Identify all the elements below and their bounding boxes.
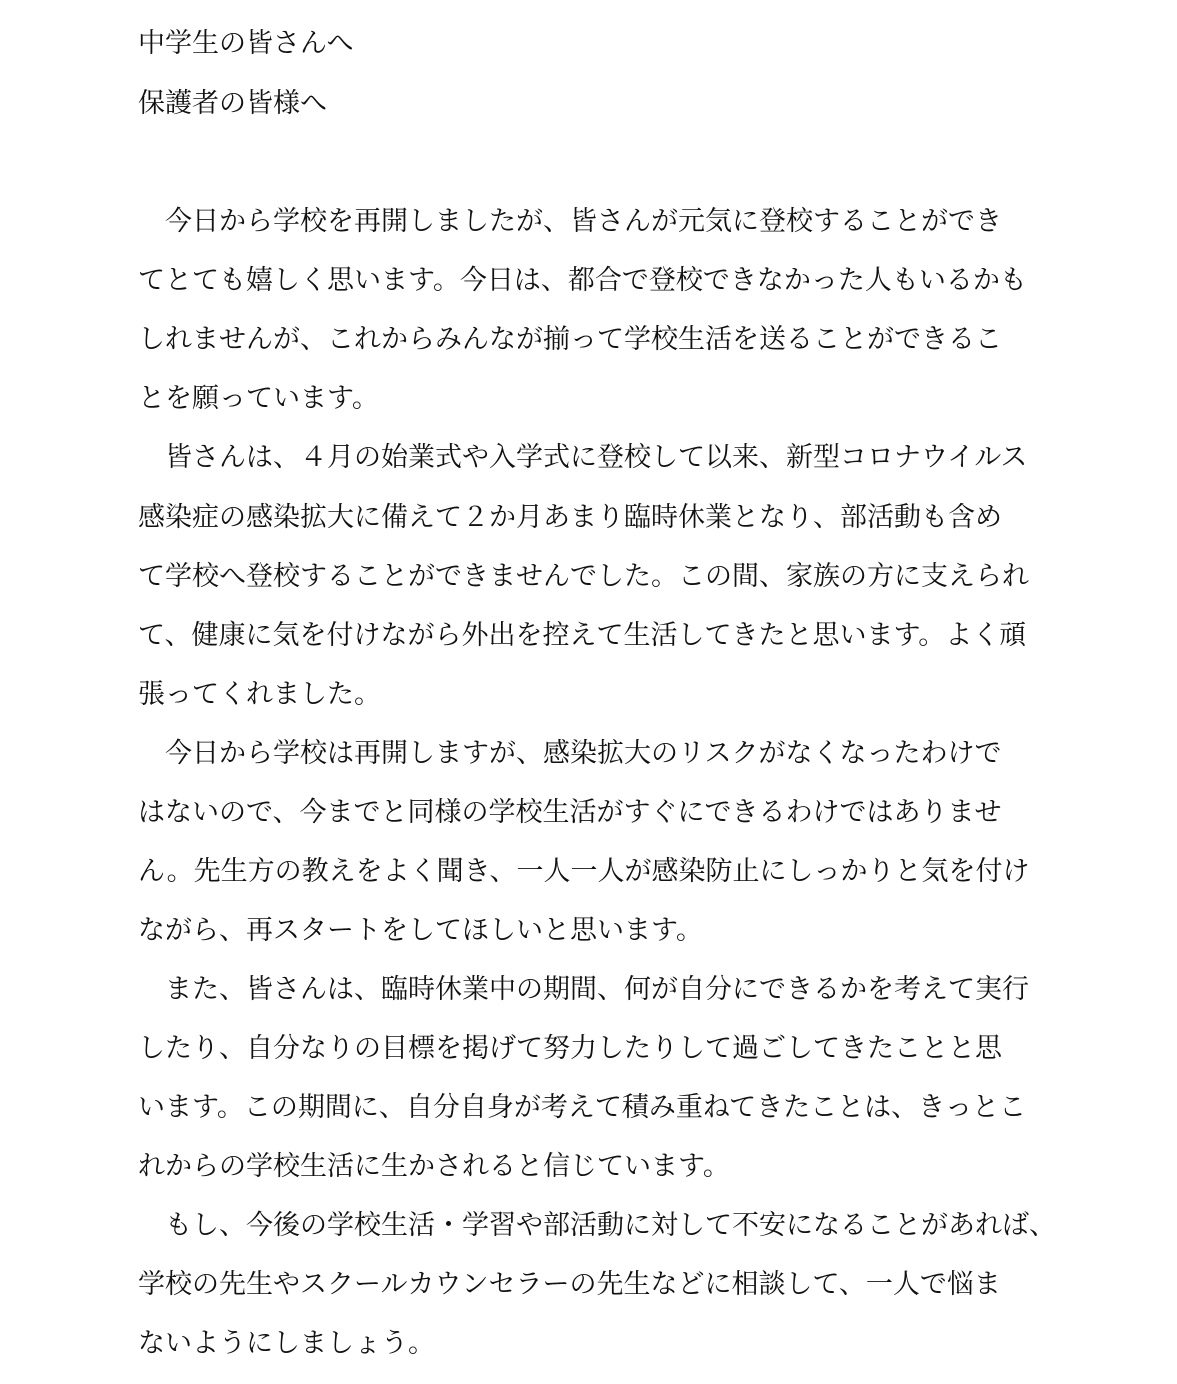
body-line: したり、自分なりの目標を掲げて努力したりして過ごしてきたことと思 bbox=[138, 1033, 1002, 1064]
body-line: また、皆さんは、臨時休業中の期間、何が自分にできるかを考えて実行 bbox=[138, 974, 1029, 1005]
body-line: とを願っています。 bbox=[138, 383, 379, 414]
body-line: て学校へ登校することができませんでした。この間、家族の方に支えられ bbox=[138, 561, 1029, 592]
body-line: います。この期間に、自分自身が考えて積み重ねてきたことは、きっとこ bbox=[138, 1092, 1027, 1123]
body-line: ないようにしましょう。 bbox=[138, 1328, 435, 1359]
body-line: て、健康に気を付けながら外出を控えて生活してきたと思います。よく頑 bbox=[138, 620, 1027, 651]
body-line: 今日から学校は再開しますが、感染拡大のリスクがなくなったわけで bbox=[138, 738, 1002, 769]
addressee-guardians: 保護者の皆様へ bbox=[138, 88, 327, 119]
body-line: はないので、今までと同様の学校生活がすぐにできるわけではありませ bbox=[138, 797, 1002, 828]
addressee-students: 中学生の皆さんへ bbox=[138, 28, 354, 59]
body-line: もし、今後の学校生活・学習や部活動に対して不安になることがあれば、 bbox=[138, 1210, 1056, 1241]
body-line: れからの学校生活に生かされると信じています。 bbox=[138, 1151, 730, 1182]
body-line: しれませんが、これからみんなが揃って学校生活を送ることができるこ bbox=[138, 324, 1002, 355]
body-line: 張ってくれました。 bbox=[138, 679, 381, 710]
body-line: 皆さんは、４月の始業式や入学式に登校して以来、新型コロナウイルス bbox=[138, 442, 1028, 473]
body-line: ん。先生方の教えをよく聞き、一人一人が感染防止にしっかりと気を付け bbox=[138, 856, 1030, 887]
body-line: 感染症の感染拡大に備えて２か月あまり臨時休業となり、部活動も含め bbox=[138, 502, 1002, 533]
body-line: 今日から学校を再開しましたが、皆さんが元気に登校することができ bbox=[138, 206, 1002, 237]
body-line: ながら、再スタートをしてほしいと思います。 bbox=[138, 915, 703, 946]
body-line: 学校の先生やスクールカウンセラーの先生などに相談して、一人で悩ま bbox=[138, 1269, 1001, 1300]
body-line: てとても嬉しく思います。今日は、都合で登校できなかった人もいるかも bbox=[138, 265, 1027, 296]
